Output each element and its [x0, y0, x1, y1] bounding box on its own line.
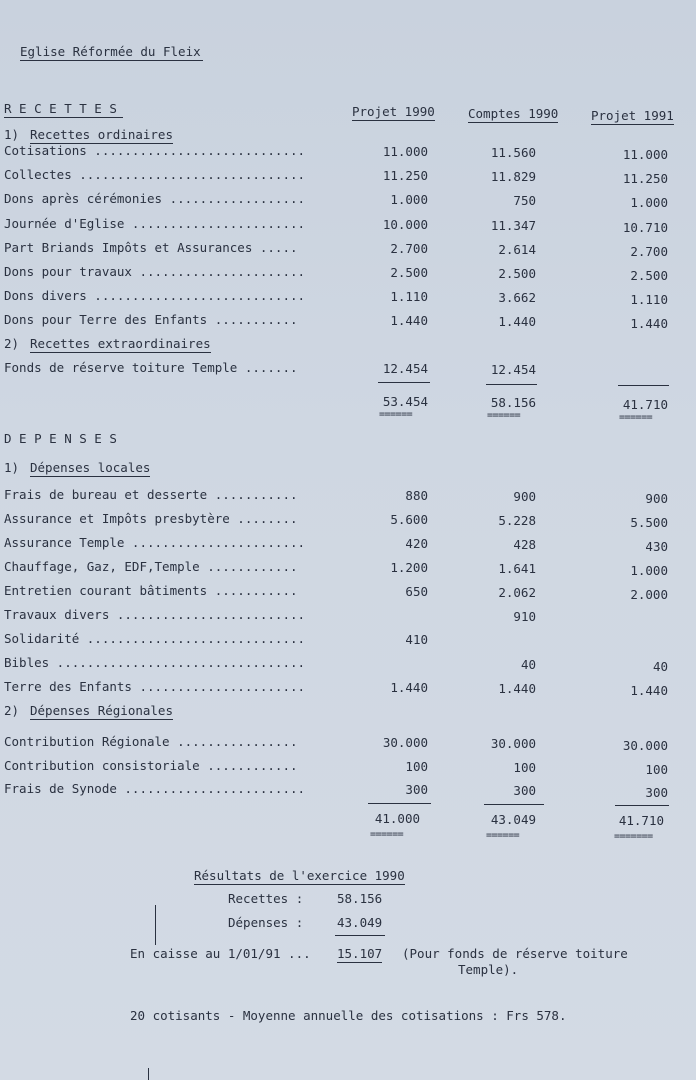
- depenses-double-rule-2: ======: [486, 830, 520, 841]
- depenses-row-value: 1.000: [630, 563, 668, 578]
- depenses-row-value: 5.600: [390, 512, 428, 527]
- depenses-regionales-row-value: 30.000: [622, 738, 668, 753]
- footer-note: 20 cotisants - Moyenne annuelle des cotisations : Frs 578.: [130, 1008, 567, 1023]
- recettes-double-rule-1: ======: [379, 409, 413, 420]
- resultats-title: Résultats de l'exercice 1990: [194, 868, 405, 883]
- church-name: Eglise Réformée du Fleix: [20, 44, 201, 59]
- resultats-depenses-label: Dépenses :: [228, 915, 304, 930]
- depenses-row-label: Assurance et Impôts presbytère ........: [4, 511, 298, 526]
- depenses-row-value: 1.440: [498, 681, 536, 696]
- depenses-row-value: 2.000: [630, 587, 668, 602]
- depenses-row-value: 428: [513, 537, 536, 552]
- recettes-total-comptes-1990: 58.156: [490, 395, 536, 410]
- recettes-section-1-title: Recettes ordinaires: [30, 127, 173, 142]
- depenses-regionales-row-value: 300: [645, 785, 668, 800]
- depenses-row-label: Assurance Temple .......................: [4, 535, 306, 550]
- recettes-extra-label: Fonds de réserve toiture Temple .......: [4, 360, 298, 375]
- recettes-row-value: 1.000: [630, 195, 668, 211]
- recettes-row-value: 11.000: [622, 147, 668, 162]
- caisse-label: En caisse au 1/01/91 ...: [130, 946, 311, 961]
- depenses-row-value: 900: [645, 491, 668, 506]
- recettes-row-value: 2.700: [630, 243, 668, 259]
- depenses-subtotal-rule-1: [368, 803, 431, 804]
- resultats-rule: [335, 935, 385, 936]
- depenses-regionales-row-label: Contribution consistoriale ............: [4, 757, 298, 773]
- recettes-row-label: Dons après cérémonies ..................: [4, 191, 306, 207]
- depenses-subtotal-rule-3: [615, 805, 669, 806]
- recettes-total-projet-1991: 41.710: [622, 397, 668, 412]
- recettes-double-rule-3: ======: [619, 412, 653, 423]
- recettes-row-label: Part Briands Impôts et Assurances .....: [4, 239, 298, 255]
- recettes-row-value: 1.440: [630, 316, 668, 332]
- recettes-heading: R E C E T T E S: [4, 101, 123, 118]
- depenses-subtotal-rule-2: [484, 804, 544, 805]
- depenses-row-value: 430: [645, 539, 668, 554]
- recettes-row-value: 11.250: [622, 171, 668, 187]
- depenses-row-value: 40: [520, 657, 536, 672]
- depenses-total-projet-1990: 41.000: [374, 811, 420, 826]
- depenses-row-label: Travaux divers .........................: [4, 607, 306, 622]
- recettes-subtotal-rule-1: [378, 382, 430, 383]
- recettes-total-projet-1990: 53.454: [382, 394, 428, 409]
- depenses-row-value: 1.200: [390, 560, 428, 575]
- depenses-row-value: 880: [405, 488, 428, 503]
- recettes-row-value: 1.000: [390, 192, 428, 208]
- resultats-recettes-value: 58.156: [337, 891, 383, 906]
- depenses-regionales-row-value: 30.000: [490, 736, 536, 751]
- recettes-double-rule-2: ======: [487, 410, 521, 421]
- depenses-row-value: 5.228: [498, 513, 536, 528]
- depenses-row-label: Entretien courant bâtiments ...........: [4, 583, 298, 598]
- recettes-row-value: 750: [513, 193, 536, 209]
- depenses-row-label: Terre des Enfants ......................: [4, 679, 306, 694]
- recettes-row-value: 2.500: [630, 268, 668, 283]
- recettes-row-value: 2.614: [498, 241, 536, 257]
- depenses-row-value: 410: [405, 632, 428, 647]
- depenses-row-value: 2.062: [498, 585, 536, 600]
- depenses-row-value: 910: [513, 609, 536, 624]
- depenses-regionales-row-value: 100: [405, 758, 428, 774]
- recettes-extra-comptes-1990: 12.454: [490, 362, 536, 377]
- recettes-row-label: Dons pour Terre des Enfants ...........: [4, 312, 298, 328]
- column-header-projet-1991: Projet 1991: [591, 108, 674, 123]
- depenses-row-label: Frais de bureau et desserte ...........: [4, 487, 298, 502]
- recettes-extra-projet-1990: 12.454: [382, 361, 428, 376]
- recettes-section-2-number: 2): [4, 336, 20, 351]
- caisse-note-line-2: Temple).: [458, 962, 519, 977]
- recettes-row-value: 1.440: [390, 313, 428, 329]
- caisse-note-line-1: (Pour fonds de réserve toiture: [402, 946, 628, 961]
- depenses-row-value: 900: [513, 489, 536, 504]
- depenses-section-2-number: 2): [4, 703, 20, 718]
- depenses-regionales-row-label: Frais de Synode ........................: [4, 781, 306, 796]
- recettes-section-2-title: Recettes extraordinaires: [30, 336, 211, 351]
- depenses-row-value: 40: [652, 659, 668, 674]
- recettes-subtotal-rule-2: [486, 384, 537, 385]
- depenses-total-projet-1991: 41.710: [618, 813, 664, 828]
- depenses-total-comptes-1990: 43.049: [490, 812, 536, 827]
- depenses-regionales-row-label: Contribution Régionale ................: [4, 734, 298, 749]
- recettes-section-1-number: 1): [4, 127, 20, 142]
- recettes-row-value: 2.500: [390, 265, 428, 280]
- recettes-row-value: 2.700: [390, 240, 428, 256]
- depenses-row-value: 1.440: [390, 680, 428, 695]
- resultats-depenses-value: 43.049: [337, 915, 383, 930]
- depenses-double-rule-1: ======: [370, 829, 404, 840]
- depenses-regionales-row-value: 300: [513, 783, 536, 798]
- depenses-row-value: 1.641: [498, 561, 536, 576]
- depenses-section-2-title: Dépenses Régionales: [30, 703, 173, 718]
- recettes-row-value: 1.110: [630, 292, 668, 308]
- margin-mark: [155, 905, 156, 945]
- recettes-row-label: Collectes ..............................: [4, 167, 306, 183]
- recettes-row-value: 11.560: [490, 145, 536, 160]
- recettes-row-value: 11.000: [382, 144, 428, 159]
- recettes-row-label: Cotisations ............................: [4, 143, 306, 158]
- depenses-double-rule-3: =======: [614, 831, 653, 842]
- depenses-regionales-row-value: 30.000: [382, 735, 428, 750]
- recettes-row-label: Dons pour travaux ......................: [4, 264, 306, 279]
- depenses-row-label: Bibles .................................: [4, 655, 306, 670]
- recettes-row-value: 3.662: [498, 290, 536, 306]
- recettes-row-value: 10.000: [382, 216, 428, 232]
- recettes-subtotal-rule-3: [618, 385, 669, 386]
- recettes-row-value: 2.500: [498, 266, 536, 281]
- recettes-row-value: 11.250: [382, 168, 428, 184]
- depenses-row-value: 5.500: [630, 515, 668, 530]
- depenses-section-1-number: 1): [4, 460, 20, 475]
- recettes-row-value: 11.829: [490, 169, 536, 185]
- column-header-comptes-1990: Comptes 1990: [468, 106, 559, 121]
- column-header-projet-1990: Projet 1990: [352, 104, 435, 119]
- depenses-row-label: Chauffage, Gaz, EDF,Temple ............: [4, 559, 298, 574]
- depenses-regionales-row-value: 100: [645, 761, 668, 777]
- caisse-value: 15.107: [337, 946, 383, 961]
- bottom-mark: [148, 1068, 149, 1080]
- depenses-row-value: 1.440: [630, 683, 668, 698]
- recettes-row-label: Dons divers ............................: [4, 288, 306, 304]
- depenses-row-label: Solidarité .............................: [4, 631, 306, 646]
- depenses-regionales-row-value: 100: [513, 759, 536, 775]
- depenses-section-1-title: Dépenses locales: [30, 460, 151, 475]
- resultats-recettes-label: Recettes :: [228, 891, 304, 906]
- recettes-row-value: 1.110: [390, 289, 428, 305]
- depenses-row-value: 650: [405, 584, 428, 599]
- depenses-regionales-row-value: 300: [405, 782, 428, 797]
- depenses-row-value: 420: [405, 536, 428, 551]
- recettes-row-value: 10.710: [622, 219, 668, 235]
- recettes-row-label: Journée d'Eglise .......................: [4, 215, 306, 231]
- recettes-row-value: 11.347: [490, 217, 536, 233]
- depenses-heading: D E P E N S E S: [4, 431, 117, 446]
- recettes-row-value: 1.440: [498, 314, 536, 330]
